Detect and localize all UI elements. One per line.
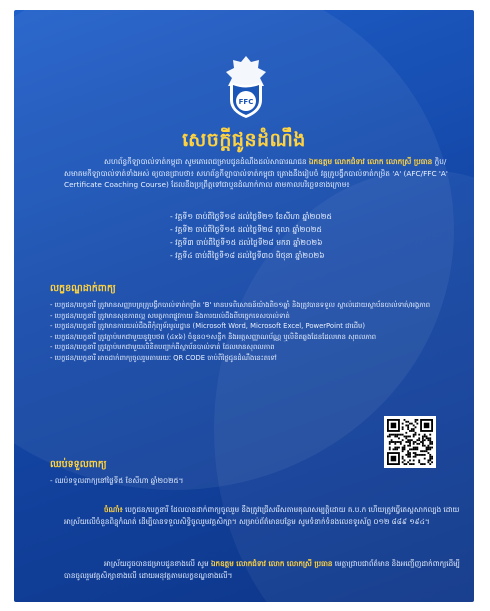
- requirement-item: - បេក្ខជន/បេក្ខនារី ត្រូវមានសុខភាពល្អ សមត្ថភាពផ្លូវកាយ និងការយល់ដឹងពីបច្ចេកទេសបាល់ទាត់: [50, 311, 290, 320]
- note-body: បេក្ខជន/បេក្ខនារី ដែលបានដាក់ពាក្យចូលរួម នឹងត្រូវជ្រើសរើសតាមគុណសម្បត្តិដោយ គ.ប.ក ហើយត្រូវធ្វើតេស្តសាកល្បង ដោយអាស្រ័យលើចំនួនពិន្ទុកំណត់ ដើម្បីបានទទួលសិទ្ធិចូលរួមវគ្គសិក្សា។ សម្រាប់ព័ត៌មានបន្ថែម សូមទំនាក់ទំនងលេខទូរស័ព្ទ ០១២ ៨៨៩ ១៩៤។: [64, 505, 460, 526]
- ffc-crest-icon: [220, 54, 272, 120]
- intro-body: ក្លិប/សមាគមកីឡាបាល់ទាត់ទាំងអស់ ឲ្យបានជ្រាបថា៖ សហព័ន្ធកីឡាបាល់ទាត់កម្ពុជា គ្រោងនឹងរៀបចំ វគ្គគ្រូបង្វឹកបាល់ទាត់កម្រិត 'A' (AFC/FFC 'A' Certificate Coaching Course) ដែលនឹងប្រព្រឹត្តទៅជាបួនដំណាក់កាល តាមកាលបរិច្ឆេទខាងក្រោម៖: [64, 157, 448, 189]
- deadline-text: - ឈប់ទទួលពាក្យនៅថ្ងៃទី៥ ខែសីហា ឆ្នាំ២០២៥។: [50, 476, 184, 485]
- qr-code-icon[interactable]: [384, 416, 436, 468]
- intro-addressees: ឯកឧត្តម លោកជំទាវ លោក លោកស្រី ប្រធាន: [308, 157, 433, 166]
- intro-paragraph: [64, 156, 460, 191]
- closing-addressees: ឯកឧត្តម លោកជំទាវ លោក លោកស្រី ប្រធាន: [210, 559, 333, 568]
- deadline-heading: ឈប់ទទួលពាក្យ: [50, 459, 107, 470]
- note-paragraph: [64, 504, 460, 527]
- phase-item: - វគ្គទី១ ចាប់ពីថ្ងៃទី១៨ ដល់ថ្ងៃទី២១ ខែសីហា ឆ្នាំ២០២៥: [170, 212, 332, 221]
- requirement-item: - បេក្ខជន/បេក្ខនារី ត្រូវមានសញ្ញាបត្រគ្រូបង្វឹកបាល់ទាត់កម្រិត 'B' មានបទពិសោធន៍យ៉ាងតិច១ឆ្នាំ និងត្រូវបានទទួល ស្គាល់ដោយស្ថាប័នបាល់ទាត់/អង្គភាព: [50, 301, 431, 309]
- closing-body: មេត្តាជ្រាបជាព័ត៌មាន និងអញ្ជើញដាក់ពាក្យដើម្បីបានចូលរួមវគ្គសិក្សាខាងលើ ដោយអនុវត្តតាមលក្ខខណ្ឌខាងលើ។: [64, 559, 460, 580]
- intro-lead: សហព័ន្ធកីឡាបាល់ទាត់កម្ពុជា សូមគោរពជម្រាបជូនដំណឹងដល់សាធារណជន: [104, 157, 307, 166]
- requirement-item: - បេក្ខជន/បេក្ខនារី ត្រូវមានការយល់ដឹងពីកុំព្យូទ័រមូលដ្ឋាន (Microsoft Word, Microsoft Excel, PowerPoint ជាដើម): [50, 322, 365, 331]
- requirement-item: - បេក្ខជន/បេក្ខនារី អាចដាក់ពាក្យចូលរួមតាមរយៈ QR CODE ចាប់ពីថ្ងៃជូនដំណឹងនេះតទៅ: [50, 353, 277, 362]
- requirements-heading: លក្ខខណ្ឌដាក់ពាក្យ: [50, 283, 116, 294]
- requirement-item: - បេក្ខជន/បេក្ខនារី ត្រូវភ្ជាប់មកជាមួយលិខិតបញ្ជាក់ពីស្ថាប័នបាល់ទាត់ ដែលមានសុពលភាព: [50, 343, 275, 352]
- phase-list: [170, 210, 410, 262]
- qr-code-graphic: [387, 419, 433, 465]
- notice-title: សេចក្ដីជូនដំណឹង: [182, 129, 306, 151]
- closing-lead: អាស្រ័យដូចបានជម្រាបជូនខាងលើ សូម: [104, 559, 209, 568]
- requirements-list: [50, 300, 440, 364]
- phase-item: - វគ្គទី៤ ចាប់ពីថ្ងៃទី១៨ ដល់ថ្ងៃទី៣០ មិថុនា ឆ្នាំ២០២៦: [170, 251, 325, 260]
- phase-item: - វគ្គទី៣ ចាប់ពីថ្ងៃទី១៥ ដល់ថ្ងៃទី២៨ មករា ឆ្នាំ២០២៦: [170, 238, 323, 247]
- logo-text: FFC: [238, 98, 254, 106]
- phase-item: - វគ្គទី២ ចាប់ពីថ្ងៃទី១៥ ដល់ថ្ងៃទី២៨ តុលា ឆ្នាំ២០២៥: [170, 225, 322, 234]
- notice-poster: [14, 10, 474, 602]
- closing-paragraph: [64, 558, 460, 581]
- note-label: ចំណាំ៖: [104, 505, 123, 514]
- requirement-item: - បេក្ខជន/បេក្ខនារី ត្រូវភ្ជាប់មកជាមួយនូវរូបថត (៤x៦) ចំនួន០១សន្លឹក និងអត្តសញ្ញាណប័ណ្ណ ឬលិខិតឆ្លងដែនដែលមាន សុពលភាព: [50, 332, 377, 341]
